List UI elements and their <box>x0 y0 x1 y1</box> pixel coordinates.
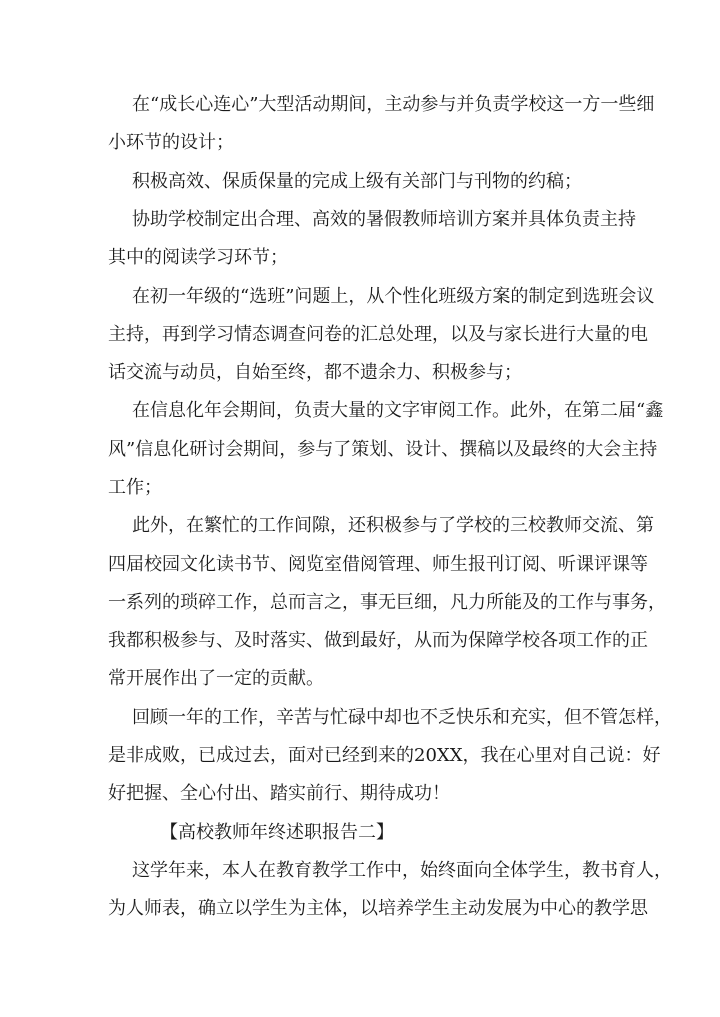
paragraph-3-line-1: 协助学校制定出合理、高效的暑假教师培训方案并具体负责主持 <box>132 209 636 230</box>
paragraph-5-line-1: 在信息化年会期间，负责大量的文字审阅工作。此外，在第二届“鑫 <box>132 400 664 421</box>
paragraph-6-line-4: 我都积极参与、及时落实、做到最好，从而为保障学校各项工作的正 <box>108 630 648 651</box>
paragraph-4-line-1: 在初一年级的“选班”问题上，从个性化班级方案的制定到选班会议 <box>132 286 655 307</box>
paragraph-6-line-5: 常开展作出了一定的贡献。 <box>108 668 324 689</box>
paragraph-1-line-2: 小环节的设计； <box>108 132 234 153</box>
section-heading: 【高校教师年终述职报告二】 <box>160 822 394 843</box>
final-paragraph-line-1: 这学年来，本人在教育教学工作中，始终面向全体学生，教书育人， <box>132 860 672 881</box>
paragraph-4-line-3: 话交流与动员，自始至终，都不遗余力、积极参与； <box>108 362 522 383</box>
paragraph-2-line-1: 积极高效、保质保量的完成上级有关部门与刊物的约稿； <box>132 171 582 192</box>
paragraph-7-line-3: 好把握、全心付出、踏实前行、期待成功！ <box>108 783 450 804</box>
paragraph-1-line-1: 在“成长心连心”大型活动期间，主动参与并负责学校这一方一些细 <box>132 94 655 115</box>
paragraph-6-line-2: 四届校园文化读书节、阅览室借阅管理、师生报刊订阅、听课评课等 <box>108 554 648 575</box>
paragraph-7-line-2: 是非成败，已成过去，面对已经到来的20XX，我在心里对自己说：好 <box>108 745 661 766</box>
paragraph-4-line-2: 主持，再到学习情态调查问卷的汇总处理，以及与家长进行大量的电 <box>108 324 648 345</box>
paragraph-5-line-2: 风”信息化研讨会期间，参与了策划、设计、撰稿以及最终的大会主持 <box>108 439 658 460</box>
paragraph-6-line-3: 一系列的琐碎工作，总而言之，事无巨细，凡力所能及的工作与事务， <box>108 592 666 613</box>
paragraph-7-line-1: 回顾一年的工作，辛苦与忙碌中却也不乏快乐和充实，但不管怎样， <box>132 707 672 728</box>
paragraph-3-line-2: 其中的阅读学习环节； <box>108 247 288 268</box>
final-paragraph-line-2: 为人师表，确立以学生为主体，以培养学生主动发展为中心的教学思 <box>108 898 648 919</box>
paragraph-6-line-1: 此外，在繁忙的工作间隙，还积极参与了学校的三校教师交流、第 <box>132 515 654 536</box>
paragraph-5-line-3: 工作； <box>108 477 162 498</box>
